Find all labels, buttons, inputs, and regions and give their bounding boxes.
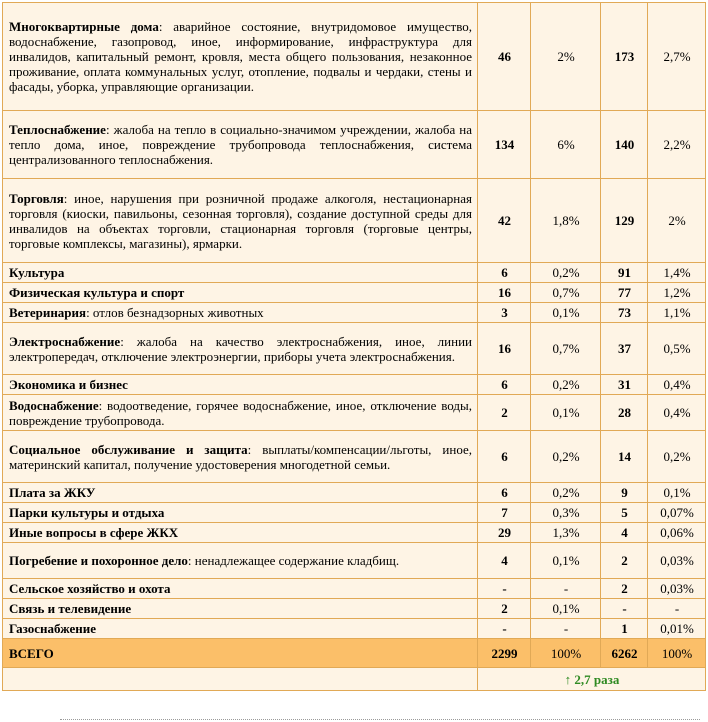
count-b-cell: 2	[601, 579, 648, 599]
pct-a-cell: -	[531, 619, 601, 639]
total-label: ВСЕГО	[3, 639, 478, 668]
category-details: : отлов безнадзорных животных	[86, 305, 264, 320]
table-row	[3, 303, 706, 323]
table-row	[3, 179, 706, 263]
count-b-cell: 1	[601, 619, 648, 639]
pct-a-cell: 2%	[531, 3, 601, 111]
pct-a-cell: 1,8%	[531, 179, 601, 263]
table-row	[3, 263, 706, 283]
table-row	[3, 599, 706, 619]
count-a-cell: 6	[478, 483, 531, 503]
category-details: : ненадлежащее содержание кладбищ.	[187, 553, 400, 568]
count-a-cell: 6	[478, 375, 531, 395]
count-b-cell: 73	[601, 303, 648, 323]
count-a-cell: 16	[478, 323, 531, 375]
pct-b-cell: 0,03%	[648, 579, 706, 599]
category-name: Связь и телевидение	[9, 601, 132, 616]
table-row	[3, 579, 706, 599]
pct-b-cell: 0,07%	[648, 503, 706, 523]
row-category-cell	[3, 503, 478, 523]
category-name: Газоснабжение	[9, 621, 96, 636]
category-name: Иные вопросы в сфере ЖКХ	[9, 525, 179, 540]
table-row	[3, 523, 706, 543]
pct-a-cell: 0,3%	[531, 503, 601, 523]
empty-cell	[3, 668, 478, 691]
pct-a-cell: 0,1%	[531, 599, 601, 619]
category-details: : выплаты/компенсации/льготы, иное, материнский капитал, получение удостоверения многодетной семьи.	[9, 441, 472, 472]
row-category-cell	[3, 619, 478, 639]
category-name: Физическая культура и спорт	[9, 285, 185, 300]
pct-b-cell: 2%	[648, 179, 706, 263]
row-category-cell	[3, 483, 478, 503]
category-name: Водоснабжение	[9, 397, 99, 413]
count-a-cell: 16	[478, 283, 531, 303]
row-category-cell	[3, 579, 478, 599]
count-b-cell: 129	[601, 179, 648, 263]
pct-a-cell: 0,7%	[531, 283, 601, 303]
growth-ratio: ↑ 2,7 раза	[478, 668, 706, 691]
table-row	[3, 503, 706, 523]
table-row	[3, 431, 706, 483]
count-a-cell: 42	[478, 179, 531, 263]
pct-b-cell: -	[648, 599, 706, 619]
table-row	[3, 111, 706, 179]
count-b-cell: 37	[601, 323, 648, 375]
row-category-cell	[3, 599, 478, 619]
pct-b-cell: 1,2%	[648, 283, 706, 303]
dotted-divider	[60, 719, 700, 721]
growth-ratio-row	[3, 668, 706, 691]
row-category-cell	[3, 431, 478, 483]
row-category-cell	[3, 375, 478, 395]
table-row	[3, 3, 706, 111]
category-details: : водоотведение, горячее водоснабжение, иное, отключение воды, повреждение трубопровода.	[9, 397, 472, 428]
category-name: Погребение и похоронное дело	[9, 553, 188, 568]
category-details: : жалоба на качество электроснабжения, иное, линии электропередач, отключение электроэнергии, приборы учета электроснабжения.	[9, 333, 472, 364]
count-a-cell: 6	[478, 431, 531, 483]
pct-a-cell: 6%	[531, 111, 601, 179]
total-row	[3, 639, 706, 668]
pct-b-cell: 0,4%	[648, 395, 706, 431]
count-b-cell: 5	[601, 503, 648, 523]
count-b-cell: 91	[601, 263, 648, 283]
table-row	[3, 283, 706, 303]
category-name: Ветеринария	[9, 305, 87, 320]
pct-b-cell: 0,5%	[648, 323, 706, 375]
table-row	[3, 395, 706, 431]
row-category-cell	[3, 323, 478, 375]
table-row	[3, 375, 706, 395]
row-category-cell	[3, 179, 478, 263]
count-b-cell: 77	[601, 283, 648, 303]
row-category-cell	[3, 283, 478, 303]
row-category-cell	[3, 395, 478, 431]
table-row	[3, 543, 706, 579]
count-a-cell: 2	[478, 599, 531, 619]
row-category-cell	[3, 263, 478, 283]
count-a-cell: 46	[478, 3, 531, 111]
category-name: Культура	[9, 265, 65, 280]
count-a-cell: 29	[478, 523, 531, 543]
row-category-cell	[3, 523, 478, 543]
pct-a-cell: 0,1%	[531, 395, 601, 431]
count-b-cell: 4	[601, 523, 648, 543]
count-a-cell: 134	[478, 111, 531, 179]
count-b-cell: 2	[601, 543, 648, 579]
count-a-cell: -	[478, 619, 531, 639]
category-details: : иное, нарушения при розничной продаже алкоголя, нестационарная торговля (киоски, павильоны, сезонная торговля), создание доступной среды для инвалидов на объектах торговли, стационарная торговля (торговые центры, торговые комплексы, магазины), ярмарки.	[9, 190, 472, 251]
total-pct-b: 100%	[648, 639, 706, 668]
pct-a-cell: -	[531, 579, 601, 599]
category-details: : аварийное состояние, внутридомовое имущество, водоснабжение, газопровод, иное, информирование, инфраструктура для инвалидов, капитальный ремонт, кровля, места общего пользования, незаконное проживание, оплата коммунальных услуг, отопление, подвалы и чердаки, стены и фасады, уборка, управляющие организации.	[9, 19, 472, 94]
pct-b-cell: 0,06%	[648, 523, 706, 543]
complaints-table	[2, 2, 706, 691]
pct-b-cell: 0,01%	[648, 619, 706, 639]
total-count-b: 6262	[601, 639, 648, 668]
pct-b-cell: 2,7%	[648, 3, 706, 111]
pct-a-cell: 0,1%	[531, 303, 601, 323]
pct-b-cell: 2,2%	[648, 111, 706, 179]
total-pct-a: 100%	[531, 639, 601, 668]
pct-a-cell: 1,3%	[531, 523, 601, 543]
count-a-cell: 2	[478, 395, 531, 431]
category-name: Сельское хозяйство и охота	[9, 581, 171, 596]
count-a-cell: -	[478, 579, 531, 599]
total-count-a: 2299	[478, 639, 531, 668]
row-category-cell	[3, 543, 478, 579]
category-name: Плата за ЖКУ	[9, 485, 96, 500]
pct-a-cell: 0,2%	[531, 375, 601, 395]
pct-b-cell: 1,1%	[648, 303, 706, 323]
category-name: Экономика и бизнес	[9, 377, 128, 392]
pct-a-cell: 0,7%	[531, 323, 601, 375]
complaints-table-body	[3, 3, 706, 691]
row-category-cell	[3, 111, 478, 179]
count-b-cell: 9	[601, 483, 648, 503]
pct-b-cell: 0,2%	[648, 431, 706, 483]
category-name: Торговля	[9, 190, 64, 206]
pct-a-cell: 0,2%	[531, 483, 601, 503]
category-name: Электроснабжение	[9, 333, 121, 349]
row-category-cell	[3, 3, 478, 111]
category-name: Теплоснабжение	[9, 122, 106, 137]
count-b-cell: 173	[601, 3, 648, 111]
pct-a-cell: 0,2%	[531, 431, 601, 483]
count-b-cell: -	[601, 599, 648, 619]
category-details: : жалоба на тепло в социально-значимом учреждении, жалоба на тепло дома, иное, повреждение трубопровода теплоснабжения, система централизованного теплоснабжения.	[9, 122, 472, 167]
count-a-cell: 6	[478, 263, 531, 283]
count-b-cell: 28	[601, 395, 648, 431]
pct-a-cell: 0,2%	[531, 263, 601, 283]
pct-b-cell: 0,1%	[648, 483, 706, 503]
pct-b-cell: 0,03%	[648, 543, 706, 579]
table-row	[3, 323, 706, 375]
row-category-cell	[3, 303, 478, 323]
page-bottom-edge	[0, 716, 708, 722]
count-b-cell: 31	[601, 375, 648, 395]
pct-a-cell: 0,1%	[531, 543, 601, 579]
category-name: Социальное обслуживание и защита	[9, 441, 248, 457]
table-row	[3, 619, 706, 639]
count-a-cell: 7	[478, 503, 531, 523]
pct-b-cell: 0,4%	[648, 375, 706, 395]
pct-b-cell: 1,4%	[648, 263, 706, 283]
count-a-cell: 3	[478, 303, 531, 323]
count-b-cell: 14	[601, 431, 648, 483]
category-name: Многоквартирные дома	[9, 19, 159, 34]
category-name: Парки культуры и отдыха	[9, 505, 165, 520]
table-row	[3, 483, 706, 503]
count-b-cell: 140	[601, 111, 648, 179]
count-a-cell: 4	[478, 543, 531, 579]
